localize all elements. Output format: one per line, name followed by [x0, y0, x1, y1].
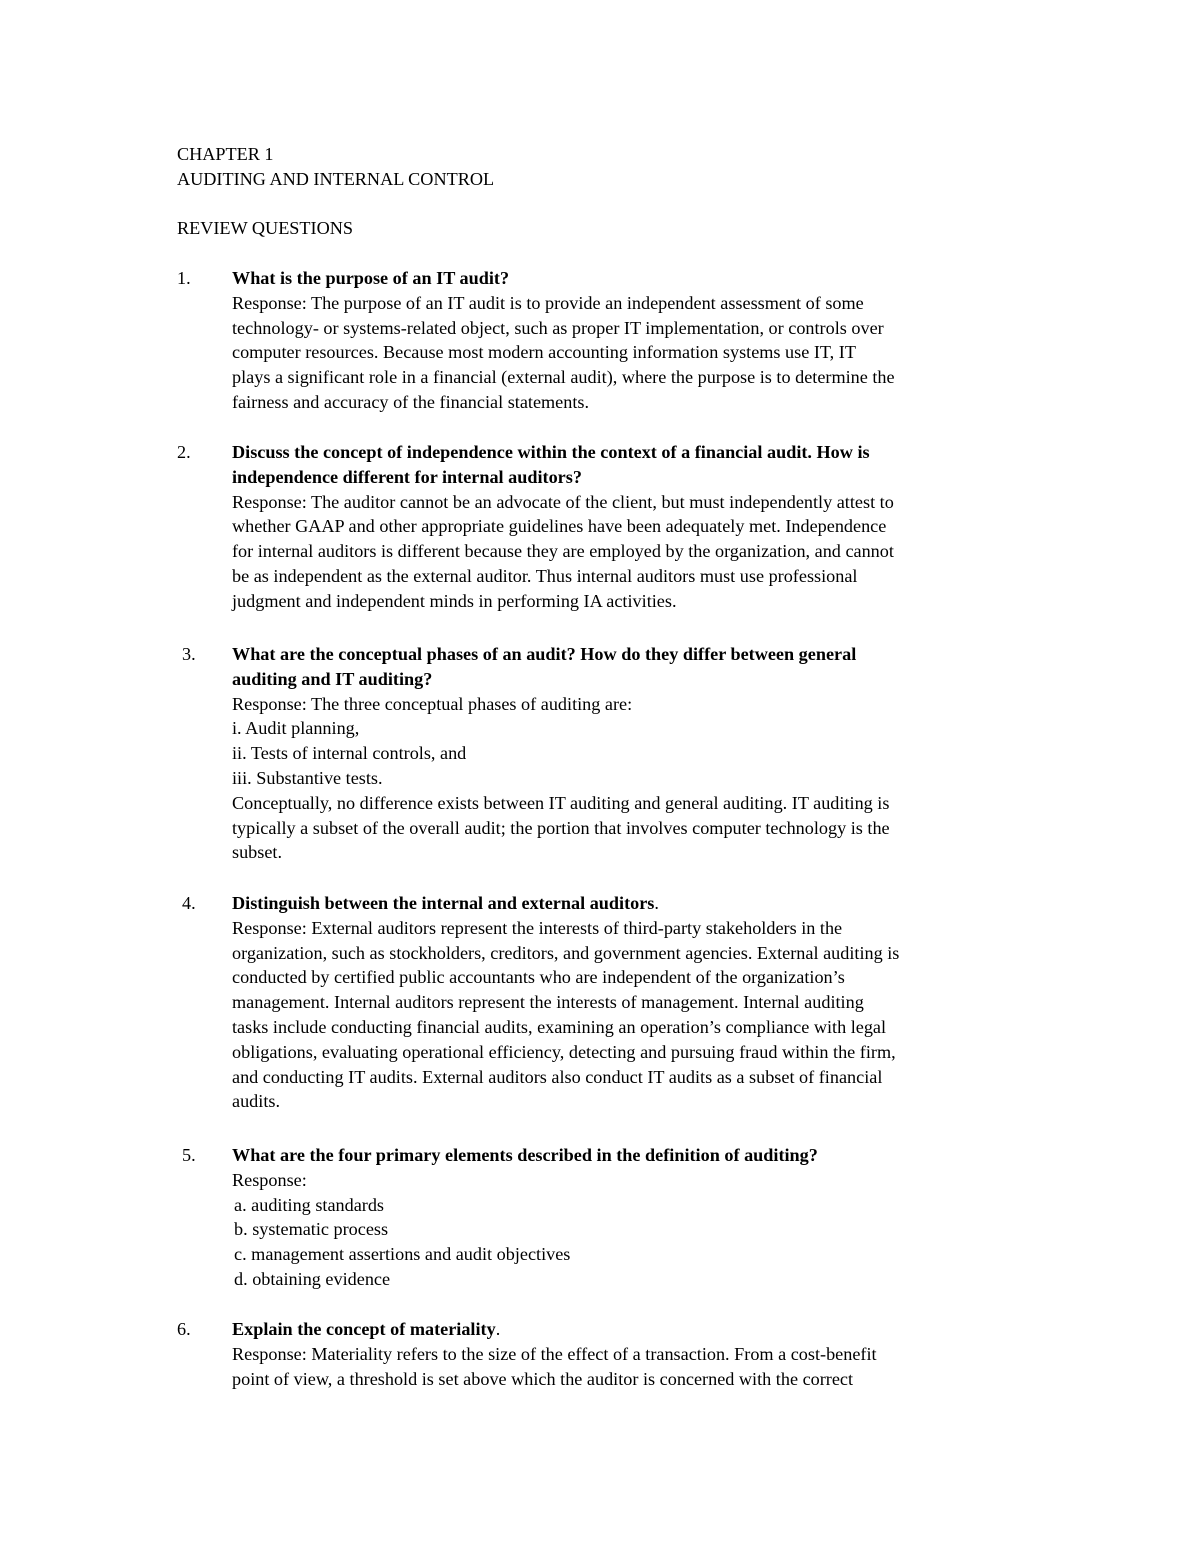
response-line: Response: The purpose of an IT audit is to provide an independent assessment of some	[232, 292, 864, 313]
response-line: organization, such as stockholders, creditors, and government agencies. External auditing is	[232, 942, 900, 963]
response-line: for internal auditors is different because they are employed by the organization, and cannot	[232, 541, 894, 562]
response-line: Response: The three conceptual phases of auditing are:	[232, 693, 633, 714]
response-line: Response:	[232, 1169, 307, 1190]
question-number: 5.	[182, 1145, 196, 1165]
response-line: obligations, evaluating operational efficiency, detecting and pursuing fraud within the firm,	[232, 1041, 896, 1062]
response-line: c. management assertions and audit objectives	[234, 1244, 571, 1265]
response-line: whether GAAP and other appropriate guidelines have been adequately met. Independence	[232, 516, 887, 537]
question-number: 6.	[177, 1319, 191, 1339]
response-line: conducted by certified public accountants who are independent of the organization’s	[232, 967, 845, 988]
response-line: and conducting IT audits. External auditors also conduct IT audits as a subset of financial	[232, 1066, 883, 1087]
response-line: Response: External auditors represent the interests of third-party stakeholders in the	[232, 917, 843, 938]
response-line: judgment and independent minds in performing IA activities.	[232, 590, 677, 611]
question-title: auditing and IT auditing?	[232, 668, 433, 689]
response-line: i. Audit planning,	[232, 718, 360, 739]
question-body	[232, 891, 1032, 1114]
question-title: What is the purpose of an IT audit?	[232, 268, 510, 288]
response-line: typically a subset of the overall audit; the portion that involves computer technology is the	[232, 817, 890, 838]
response-line: audits.	[232, 1091, 280, 1112]
question-number: 1.	[177, 268, 191, 288]
response-line: be as independent as the external auditor. Thus internal auditors must use professional	[232, 565, 858, 586]
response-line: tasks include conducting financial audits, examining an operation’s compliance with legal	[232, 1016, 887, 1037]
question-body	[232, 266, 1032, 415]
response-line: point of view, a threshold is set above which the auditor is concerned with the correct	[232, 1368, 854, 1389]
response-line: ii. Tests of internal controls, and	[232, 743, 467, 764]
response-line: fairness and accuracy of the financial statements.	[232, 391, 590, 412]
question-number: 3.	[182, 644, 196, 664]
question-body	[232, 642, 1032, 865]
response-line: a. auditing standards	[234, 1194, 385, 1215]
response-line: iii. Substantive tests.	[232, 767, 383, 788]
question-title-text: Explain the concept of materiality	[232, 1319, 496, 1339]
question-title: What are the four primary elements described in the definition of auditing?	[232, 1145, 818, 1165]
question-title: Discuss the concept of independence within the context of a financial audit. How is	[232, 442, 870, 462]
response-line: Conceptually, no difference exists between IT auditing and general auditing. IT auditing is	[232, 792, 890, 813]
question-title-period: .	[495, 1319, 501, 1339]
chapter-title: AUDITING AND INTERNAL CONTROL	[177, 169, 495, 189]
question-body	[232, 1143, 1032, 1292]
response-line: management. Internal auditors represent the interests of management. Internal auditing	[232, 992, 864, 1013]
question-title-period: .	[654, 893, 659, 913]
question-title	[232, 891, 1032, 916]
question-number: 4.	[182, 893, 196, 913]
question-title	[232, 1317, 1032, 1342]
response-line: Response: The auditor cannot be an advocate of the client, but must independently attest to	[232, 491, 894, 512]
response-line: b. systematic process	[234, 1219, 389, 1240]
question-body	[232, 1317, 1032, 1391]
question-title: independence different for internal auditors?	[232, 466, 582, 487]
response-line: technology- or systems-related object, such as proper IT implementation, or controls over	[232, 317, 884, 338]
response-line: Response: Materiality refers to the size of the effect of a transaction. From a cost-benefit	[232, 1343, 877, 1364]
question-number: 2.	[177, 442, 191, 462]
response-line: computer resources. Because most modern accounting information systems use IT, IT	[232, 342, 856, 363]
question-title: What are the conceptual phases of an audit? How do they differ between general	[232, 644, 857, 664]
question-body	[232, 440, 1032, 614]
response-line: plays a significant role in a financial (external audit), where the purpose is to determine the	[232, 367, 895, 388]
chapter-number: CHAPTER 1	[177, 144, 274, 164]
question-title-text: Distinguish between the internal and external auditors	[232, 893, 655, 913]
response-line: subset.	[232, 842, 283, 863]
section-heading: REVIEW QUESTIONS	[177, 218, 353, 238]
response-line: d. obtaining evidence	[234, 1268, 391, 1289]
